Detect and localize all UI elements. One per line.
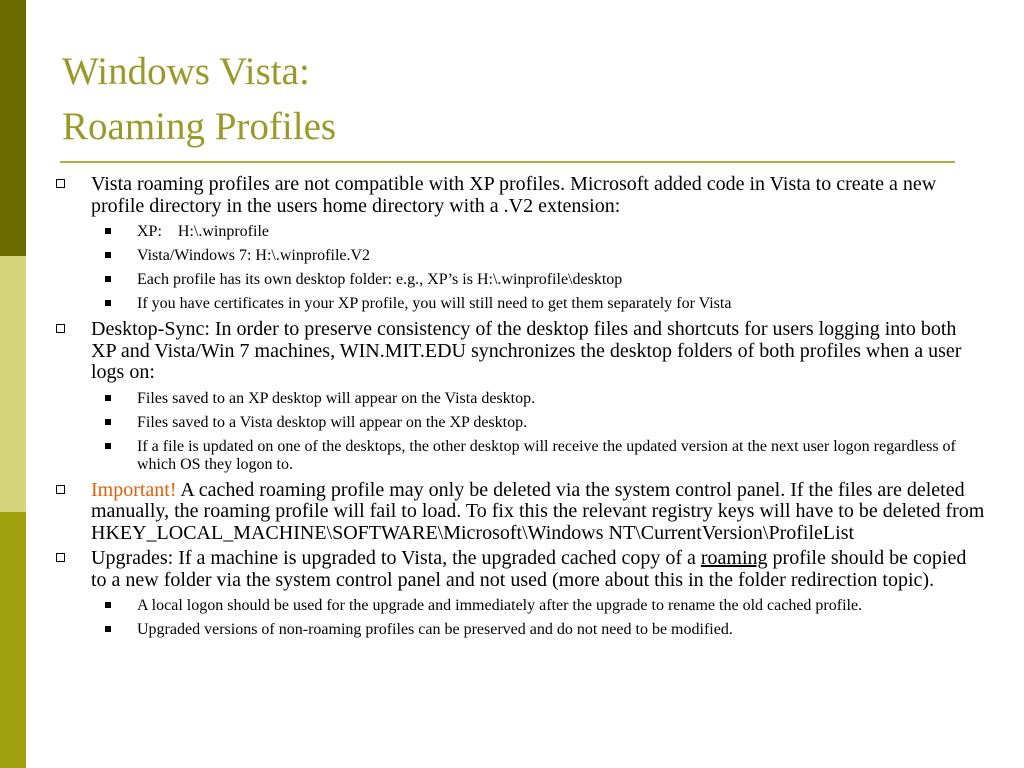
roaming-link[interactable]: roaming bbox=[700, 547, 768, 569]
side-strip-top bbox=[0, 0, 26, 256]
sub-item-text: Files saved to an XP desktop will appear on the Vista desktop. bbox=[137, 389, 536, 407]
sub-item bbox=[91, 438, 986, 474]
filled-square-bullet-icon bbox=[105, 252, 111, 258]
bullet-vista-compatibility bbox=[56, 174, 986, 313]
title-rule bbox=[60, 161, 955, 163]
title-line-1: Windows Vista: bbox=[62, 50, 310, 93]
slide-title bbox=[62, 52, 962, 162]
bullet-important bbox=[56, 480, 986, 545]
sub-item-text: Files saved to a Vista desktop will appear on the XP desktop. bbox=[137, 413, 528, 431]
sub-item bbox=[91, 295, 986, 313]
filled-square-bullet-icon bbox=[105, 395, 111, 401]
sub-item-text: Upgraded versions of non-roaming profiles can be preserved and do not need to be modified. bbox=[137, 621, 733, 638]
bullet-desktop-sync bbox=[56, 319, 986, 474]
sub-item bbox=[91, 414, 986, 432]
filled-square-bullet-icon bbox=[105, 626, 111, 632]
sub-item bbox=[91, 621, 986, 639]
filled-square-bullet-icon bbox=[105, 602, 111, 608]
hollow-square-bullet-icon bbox=[56, 553, 65, 562]
bullet-text: Desktop-Sync: In order to preserve consistency of the desktop files and shortcuts for users logging into both XP and Vista/Win 7 machines, WIN.MIT.EDU synchronizes the desktop folders of both profiles when a user logs on: bbox=[91, 318, 962, 383]
sub-item-text: If a file is updated on one of the desktops, the other desktop will receive the updated version at the next user logon regardless of which OS they logon to. bbox=[137, 437, 956, 473]
sub-list bbox=[91, 390, 986, 474]
important-label: Important! bbox=[91, 478, 177, 501]
hollow-square-bullet-icon bbox=[56, 179, 65, 188]
bullet-text-start: Upgrades: If a machine is upgraded to Vista, the upgraded cached copy of a bbox=[91, 547, 701, 569]
bullet-text-end: profile should be copied to a new folder via the system control panel and not used (more about this in the folder redirection topic). bbox=[91, 547, 967, 591]
filled-square-bullet-icon bbox=[105, 276, 111, 282]
sub-list bbox=[91, 597, 986, 639]
sub-item-text: If you have certificates in your XP profile, you will still need to get them separately for Vista bbox=[137, 295, 732, 312]
sub-item bbox=[91, 597, 986, 615]
bullet-text: A cached roaming profile may only be deleted via the system control panel. If the files are deleted manually, the roaming profile will fail to load. To fix this the relevant registry keys will have to be deleted from HKEY_LOCAL_MACHINE\SOFTWARE\Microsoft\Windows NT\CurrentVersion\ProfileList bbox=[91, 478, 985, 544]
sub-item bbox=[91, 271, 986, 289]
side-strip-middle bbox=[0, 256, 26, 512]
side-strip-bottom bbox=[0, 512, 26, 768]
bullet-upgrades bbox=[56, 548, 986, 639]
sub-item bbox=[91, 247, 986, 265]
hollow-square-bullet-icon bbox=[56, 324, 65, 333]
filled-square-bullet-icon bbox=[105, 300, 111, 306]
sub-item-text: Each profile has its own desktop folder: e.g., XP’s is H:\.winprofile\desktop bbox=[137, 271, 623, 288]
title-line-2: Roaming Profiles bbox=[62, 105, 337, 148]
sub-item-text: Vista/Windows 7: H:\.winprofile.V2 bbox=[137, 247, 371, 264]
slide-content bbox=[56, 174, 986, 645]
filled-square-bullet-icon bbox=[105, 419, 111, 425]
sub-item bbox=[91, 223, 986, 241]
bullet-text: Vista roaming profiles are not compatible with XP profiles. Microsoft added code in Vista to create a new profile directory in the users home directory with a .V2 extension: bbox=[91, 173, 937, 217]
hollow-square-bullet-icon bbox=[56, 485, 65, 494]
sub-item-text: A local logon should be used for the upgrade and immediately after the upgrade to rename the old cached profile. bbox=[137, 597, 863, 614]
sub-list bbox=[91, 223, 986, 313]
sub-item bbox=[91, 390, 986, 408]
filled-square-bullet-icon bbox=[105, 228, 111, 234]
sub-item-text: XP: H:\.winprofile bbox=[137, 223, 269, 240]
filled-square-bullet-icon bbox=[105, 443, 111, 449]
